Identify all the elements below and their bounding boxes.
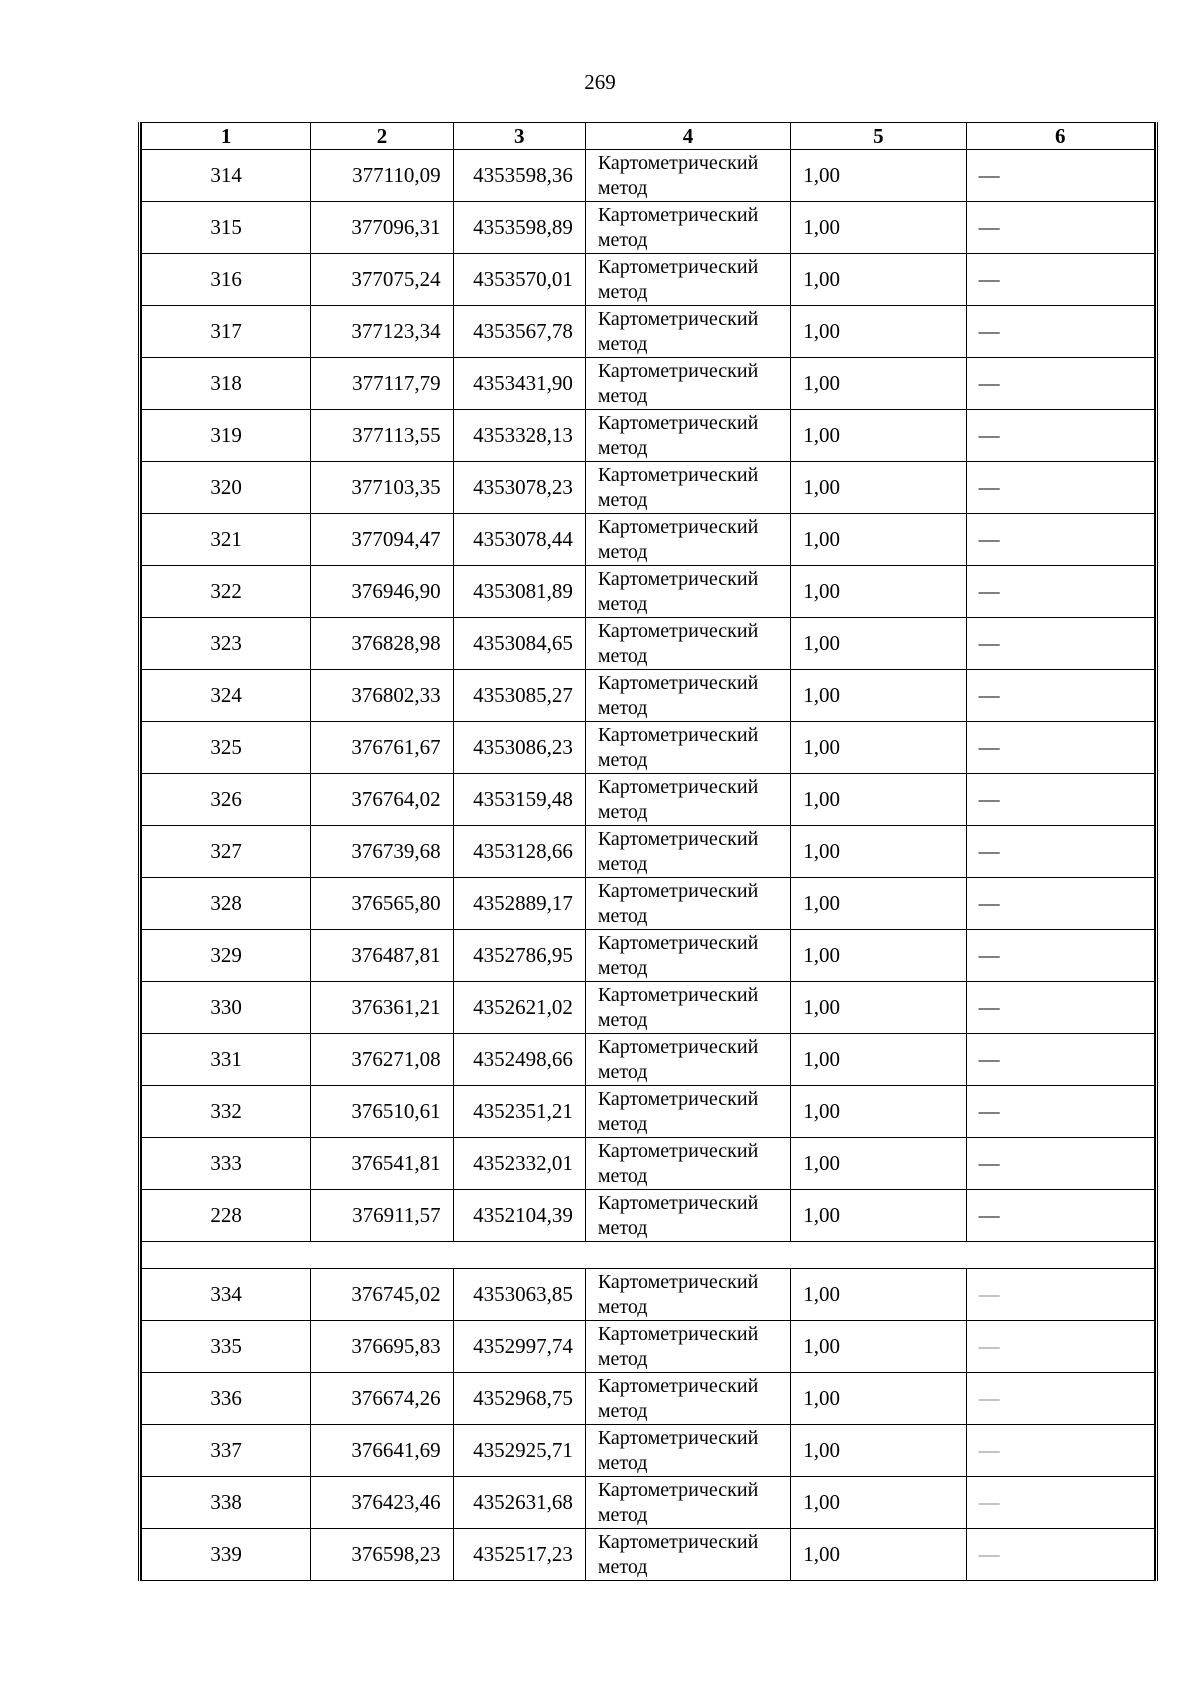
y-coordinate-cell: 4353570,01 — [453, 254, 585, 306]
x-coordinate-cell: 377094,47 — [311, 514, 453, 566]
method-line-2: метод — [597, 852, 648, 875]
point-number-cell: 327 — [142, 826, 311, 878]
method-line-2: метод — [597, 384, 648, 407]
table-row — [142, 462, 1155, 514]
point-number-cell: 339 — [142, 1529, 311, 1581]
point-number-cell: 228 — [142, 1190, 311, 1242]
method-line-1: Картометрический — [597, 411, 759, 434]
table-row — [142, 1190, 1155, 1242]
method-line-2: метод — [597, 1295, 648, 1318]
note-cell: — — [966, 202, 1154, 254]
y-coordinate-cell: 4353598,89 — [453, 202, 585, 254]
x-coordinate-cell: 377123,34 — [311, 306, 453, 358]
y-coordinate-cell: 4353159,48 — [453, 774, 585, 826]
point-number-cell: 332 — [142, 1086, 311, 1138]
method-line-1: Картометрический — [597, 203, 759, 226]
note-cell: — — [966, 1034, 1154, 1086]
note-cell: — — [966, 254, 1154, 306]
point-number-cell: 335 — [142, 1321, 311, 1373]
y-coordinate-cell: 4352332,01 — [453, 1138, 585, 1190]
point-number-cell: 322 — [142, 566, 311, 618]
method-cell — [585, 1190, 790, 1242]
method-cell — [585, 774, 790, 826]
table-row — [142, 1477, 1155, 1529]
table-row — [142, 618, 1155, 670]
accuracy-cell: 1,00 — [791, 514, 966, 566]
point-number-cell: 316 — [142, 254, 311, 306]
accuracy-cell: 1,00 — [791, 826, 966, 878]
accuracy-cell: 1,00 — [791, 462, 966, 514]
method-cell — [585, 150, 790, 202]
header-col-6: 6 — [966, 123, 1154, 150]
method-line-2: метод — [597, 1451, 648, 1474]
table-row — [142, 1529, 1155, 1581]
x-coordinate-cell: 377103,35 — [311, 462, 453, 514]
group-separator-row — [142, 1242, 1155, 1269]
accuracy-cell: 1,00 — [791, 1529, 966, 1581]
accuracy-cell: 1,00 — [791, 878, 966, 930]
accuracy-cell: 1,00 — [791, 1086, 966, 1138]
y-coordinate-cell: 4352517,23 — [453, 1529, 585, 1581]
table-row — [142, 826, 1155, 878]
note-cell: — — [966, 1190, 1154, 1242]
method-line-1: Картометрический — [597, 151, 759, 174]
y-coordinate-cell: 4352104,39 — [453, 1190, 585, 1242]
table-row — [142, 566, 1155, 618]
method-cell — [585, 306, 790, 358]
method-line-2: метод — [597, 540, 648, 563]
method-cell — [585, 722, 790, 774]
method-cell — [585, 1086, 790, 1138]
y-coordinate-cell: 4353598,36 — [453, 150, 585, 202]
x-coordinate-cell: 376764,02 — [311, 774, 453, 826]
point-number-cell: 314 — [142, 150, 311, 202]
method-line-1: Картометрический — [597, 567, 759, 590]
accuracy-cell: 1,00 — [791, 1034, 966, 1086]
point-number-cell: 329 — [142, 930, 311, 982]
x-coordinate-cell: 376674,26 — [311, 1373, 453, 1425]
accuracy-cell: 1,00 — [791, 254, 966, 306]
method-cell — [585, 514, 790, 566]
accuracy-cell: 1,00 — [791, 358, 966, 410]
point-number-cell: 318 — [142, 358, 311, 410]
method-cell — [585, 1477, 790, 1529]
method-line-1: Картометрический — [597, 515, 759, 538]
method-line-1: Картометрический — [597, 359, 759, 382]
x-coordinate-cell: 377075,24 — [311, 254, 453, 306]
method-line-1: Картометрический — [597, 1426, 759, 1449]
accuracy-cell: 1,00 — [791, 618, 966, 670]
method-cell — [585, 826, 790, 878]
y-coordinate-cell: 4352889,17 — [453, 878, 585, 930]
x-coordinate-cell: 376745,02 — [311, 1269, 453, 1321]
y-coordinate-cell: 4352786,95 — [453, 930, 585, 982]
method-line-2: метод — [597, 904, 648, 927]
y-coordinate-cell: 4353567,78 — [453, 306, 585, 358]
x-coordinate-cell: 376271,08 — [311, 1034, 453, 1086]
method-line-1: Картометрический — [597, 671, 759, 694]
method-line-2: метод — [597, 644, 648, 667]
table-row — [142, 982, 1155, 1034]
group-separator-cell — [142, 1242, 1155, 1269]
table-row — [142, 878, 1155, 930]
y-coordinate-cell: 4353081,89 — [453, 566, 585, 618]
method-line-2: метод — [597, 696, 648, 719]
method-line-2: метод — [597, 1008, 648, 1031]
note-cell: — — [966, 1321, 1154, 1373]
table-row — [142, 150, 1155, 202]
point-number-cell: 331 — [142, 1034, 311, 1086]
method-line-1: Картометрический — [597, 255, 759, 278]
header-col-1: 1 — [142, 123, 311, 150]
method-line-1: Картометрический — [597, 983, 759, 1006]
accuracy-cell: 1,00 — [791, 1269, 966, 1321]
note-cell: — — [966, 150, 1154, 202]
method-cell — [585, 410, 790, 462]
point-number-cell: 338 — [142, 1477, 311, 1529]
page-number: 269 — [584, 70, 616, 94]
method-line-1: Картометрический — [597, 1139, 759, 1162]
method-line-1: Картометрический — [597, 1087, 759, 1110]
method-line-2: метод — [597, 1347, 648, 1370]
method-line-2: метод — [597, 800, 648, 823]
method-line-2: метод — [597, 176, 648, 199]
y-coordinate-cell: 4353078,23 — [453, 462, 585, 514]
x-coordinate-cell: 376802,33 — [311, 670, 453, 722]
x-coordinate-cell: 376641,69 — [311, 1425, 453, 1477]
note-cell: — — [966, 1373, 1154, 1425]
y-coordinate-cell: 4353328,13 — [453, 410, 585, 462]
method-line-2: метод — [597, 1399, 648, 1422]
point-number-cell: 323 — [142, 618, 311, 670]
method-cell — [585, 1425, 790, 1477]
point-number-cell: 333 — [142, 1138, 311, 1190]
table-body — [142, 150, 1155, 1581]
table-row — [142, 1138, 1155, 1190]
table-row — [142, 358, 1155, 410]
note-cell: — — [966, 878, 1154, 930]
note-cell: — — [966, 462, 1154, 514]
table-row — [142, 306, 1155, 358]
method-line-1: Картометрический — [597, 1322, 759, 1345]
note-cell: — — [966, 670, 1154, 722]
method-line-2: метод — [597, 1555, 648, 1578]
y-coordinate-cell: 4352621,02 — [453, 982, 585, 1034]
method-line-1: Картометрический — [597, 879, 759, 902]
x-coordinate-cell: 376911,57 — [311, 1190, 453, 1242]
accuracy-cell: 1,00 — [791, 930, 966, 982]
note-cell: — — [966, 982, 1154, 1034]
point-number-cell: 319 — [142, 410, 311, 462]
x-coordinate-cell: 376739,68 — [311, 826, 453, 878]
table-row — [142, 1086, 1155, 1138]
accuracy-cell: 1,00 — [791, 1138, 966, 1190]
note-cell: — — [966, 1138, 1154, 1190]
accuracy-cell: 1,00 — [791, 1477, 966, 1529]
x-coordinate-cell: 376946,90 — [311, 566, 453, 618]
table-row — [142, 670, 1155, 722]
table-row — [142, 202, 1155, 254]
method-line-2: метод — [597, 1112, 648, 1135]
x-coordinate-cell: 377096,31 — [311, 202, 453, 254]
y-coordinate-cell: 4352997,74 — [453, 1321, 585, 1373]
point-number-cell: 320 — [142, 462, 311, 514]
x-coordinate-cell: 376598,23 — [311, 1529, 453, 1581]
coordinates-table — [141, 122, 1155, 1581]
note-cell: — — [966, 306, 1154, 358]
header-col-2: 2 — [311, 123, 453, 150]
note-cell: — — [966, 358, 1154, 410]
x-coordinate-cell: 376510,61 — [311, 1086, 453, 1138]
table-row — [142, 1321, 1155, 1373]
x-coordinate-cell: 376828,98 — [311, 618, 453, 670]
method-line-2: метод — [597, 1216, 648, 1239]
accuracy-cell: 1,00 — [791, 670, 966, 722]
method-line-1: Картометрический — [597, 307, 759, 330]
x-coordinate-cell: 376761,67 — [311, 722, 453, 774]
method-cell — [585, 1034, 790, 1086]
y-coordinate-cell: 4353128,66 — [453, 826, 585, 878]
method-line-2: метод — [597, 228, 648, 251]
method-cell — [585, 1529, 790, 1581]
accuracy-cell: 1,00 — [791, 774, 966, 826]
note-cell: — — [966, 1529, 1154, 1581]
table-row — [142, 1034, 1155, 1086]
table-row — [142, 254, 1155, 306]
method-line-1: Картометрический — [597, 1530, 759, 1553]
note-cell: — — [966, 566, 1154, 618]
accuracy-cell: 1,00 — [791, 1321, 966, 1373]
header-col-3: 3 — [453, 123, 585, 150]
method-cell — [585, 462, 790, 514]
point-number-cell: 321 — [142, 514, 311, 566]
note-cell: — — [966, 1086, 1154, 1138]
method-line-2: метод — [597, 488, 648, 511]
note-cell: — — [966, 1425, 1154, 1477]
method-line-1: Картометрический — [597, 827, 759, 850]
x-coordinate-cell: 376541,81 — [311, 1138, 453, 1190]
y-coordinate-cell: 4353086,23 — [453, 722, 585, 774]
method-line-1: Картометрический — [597, 723, 759, 746]
point-number-cell: 330 — [142, 982, 311, 1034]
point-number-cell: 325 — [142, 722, 311, 774]
header-row — [142, 123, 1155, 150]
x-coordinate-cell: 377110,09 — [311, 150, 453, 202]
method-line-1: Картометрический — [597, 1478, 759, 1501]
point-number-cell: 336 — [142, 1373, 311, 1425]
x-coordinate-cell: 376695,83 — [311, 1321, 453, 1373]
y-coordinate-cell: 4353084,65 — [453, 618, 585, 670]
accuracy-cell: 1,00 — [791, 722, 966, 774]
method-line-2: метод — [597, 1060, 648, 1083]
x-coordinate-cell: 377113,55 — [311, 410, 453, 462]
y-coordinate-cell: 4353078,44 — [453, 514, 585, 566]
method-cell — [585, 254, 790, 306]
table-row — [142, 1425, 1155, 1477]
point-number-cell: 317 — [142, 306, 311, 358]
method-line-2: метод — [597, 436, 648, 459]
method-line-1: Картометрический — [597, 1270, 759, 1293]
y-coordinate-cell: 4353085,27 — [453, 670, 585, 722]
method-cell — [585, 202, 790, 254]
point-number-cell: 324 — [142, 670, 311, 722]
method-cell — [585, 358, 790, 410]
note-cell: — — [966, 826, 1154, 878]
y-coordinate-cell: 4352631,68 — [453, 1477, 585, 1529]
y-coordinate-cell: 4352498,66 — [453, 1034, 585, 1086]
note-cell: — — [966, 774, 1154, 826]
method-line-2: метод — [597, 332, 648, 355]
point-number-cell: 337 — [142, 1425, 311, 1477]
note-cell: — — [966, 722, 1154, 774]
y-coordinate-cell: 4353431,90 — [453, 358, 585, 410]
accuracy-cell: 1,00 — [791, 1373, 966, 1425]
method-line-2: метод — [597, 1503, 648, 1526]
accuracy-cell: 1,00 — [791, 566, 966, 618]
table-row — [142, 1373, 1155, 1425]
point-number-cell: 315 — [142, 202, 311, 254]
method-line-1: Картометрический — [597, 1035, 759, 1058]
note-cell: — — [966, 930, 1154, 982]
coordinates-table-frame — [138, 122, 1158, 1581]
method-line-1: Картометрический — [597, 931, 759, 954]
accuracy-cell: 1,00 — [791, 1190, 966, 1242]
method-cell — [585, 566, 790, 618]
accuracy-cell: 1,00 — [791, 982, 966, 1034]
x-coordinate-cell: 376487,81 — [311, 930, 453, 982]
y-coordinate-cell: 4352351,21 — [453, 1086, 585, 1138]
header-col-4: 4 — [585, 123, 790, 150]
method-line-2: метод — [597, 592, 648, 615]
method-line-1: Картометрический — [597, 463, 759, 486]
accuracy-cell: 1,00 — [791, 202, 966, 254]
point-number-cell: 328 — [142, 878, 311, 930]
method-line-2: метод — [597, 956, 648, 979]
method-line-1: Картометрический — [597, 619, 759, 642]
method-cell — [585, 670, 790, 722]
accuracy-cell: 1,00 — [791, 150, 966, 202]
table-row — [142, 514, 1155, 566]
x-coordinate-cell: 376565,80 — [311, 878, 453, 930]
y-coordinate-cell: 4353063,85 — [453, 1269, 585, 1321]
table-row — [142, 930, 1155, 982]
header-col-5: 5 — [791, 123, 966, 150]
method-cell — [585, 1269, 790, 1321]
method-cell — [585, 618, 790, 670]
y-coordinate-cell: 4352968,75 — [453, 1373, 585, 1425]
x-coordinate-cell: 376423,46 — [311, 1477, 453, 1529]
table-row — [142, 722, 1155, 774]
method-line-1: Картометрический — [597, 775, 759, 798]
x-coordinate-cell: 377117,79 — [311, 358, 453, 410]
note-cell: — — [966, 1477, 1154, 1529]
method-cell — [585, 1373, 790, 1425]
method-line-2: метод — [597, 748, 648, 771]
method-line-2: метод — [597, 280, 648, 303]
table-row — [142, 1269, 1155, 1321]
method-line-2: метод — [597, 1164, 648, 1187]
method-cell — [585, 982, 790, 1034]
method-line-1: Картометрический — [597, 1374, 759, 1397]
note-cell: — — [966, 1269, 1154, 1321]
method-cell — [585, 1138, 790, 1190]
point-number-cell: 326 — [142, 774, 311, 826]
method-cell — [585, 1321, 790, 1373]
y-coordinate-cell: 4352925,71 — [453, 1425, 585, 1477]
method-cell — [585, 930, 790, 982]
accuracy-cell: 1,00 — [791, 306, 966, 358]
point-number-cell: 334 — [142, 1269, 311, 1321]
accuracy-cell: 1,00 — [791, 410, 966, 462]
note-cell: — — [966, 618, 1154, 670]
method-cell — [585, 878, 790, 930]
note-cell: — — [966, 410, 1154, 462]
table-row — [142, 774, 1155, 826]
table-row — [142, 410, 1155, 462]
method-line-1: Картометрический — [597, 1191, 759, 1214]
x-coordinate-cell: 376361,21 — [311, 982, 453, 1034]
note-cell: — — [966, 514, 1154, 566]
accuracy-cell: 1,00 — [791, 1425, 966, 1477]
